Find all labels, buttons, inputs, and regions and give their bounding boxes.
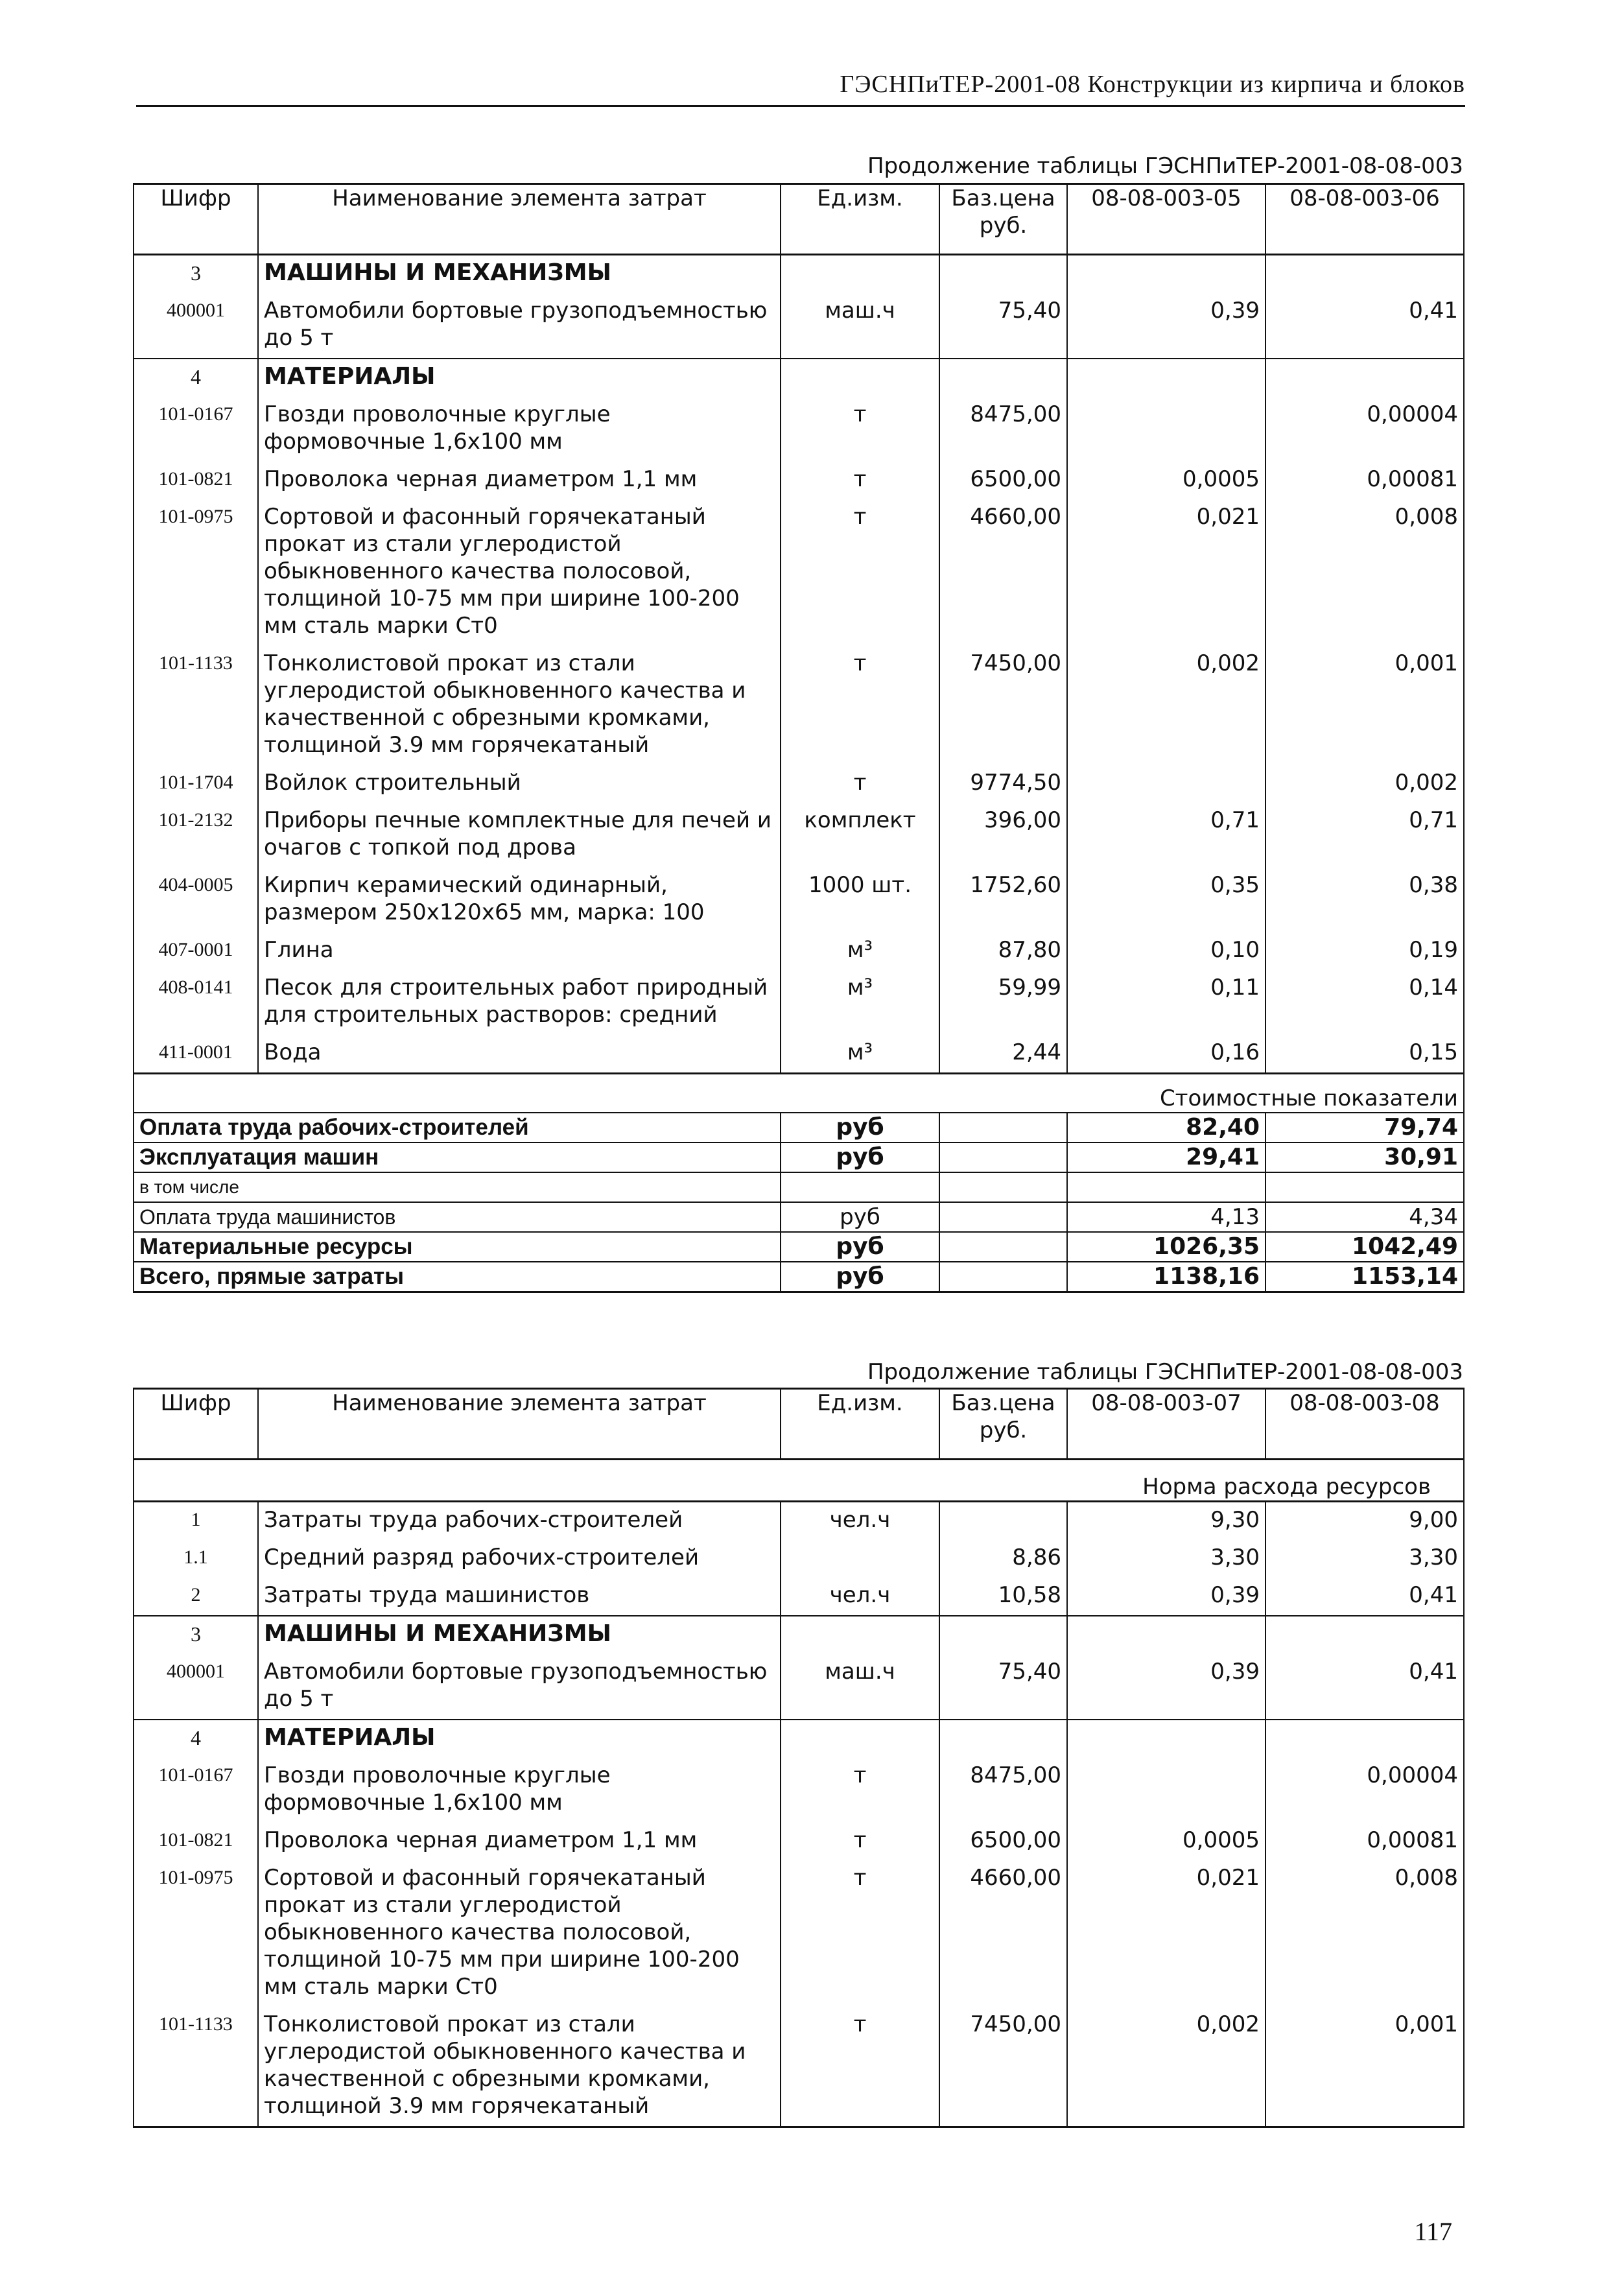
resource-unit: чел.ч: [781, 1578, 939, 1616]
resource-name: Средний разряд рабочих-строителей: [258, 1540, 781, 1578]
resource-unit: [781, 1540, 939, 1578]
resource-value-2: 9,00: [1265, 1502, 1464, 1541]
summary-unit: руб: [781, 1113, 939, 1142]
summary-value-2: 30,91: [1265, 1142, 1464, 1172]
resource-name: Тонколистовой прокат из стали углеродистой обыкновенного качества и качественной с обрезными кромками, толщиной 3.9 мм горячекатаный: [258, 646, 781, 765]
table1: [133, 183, 1465, 1293]
resource-value-1: 9,30: [1067, 1502, 1265, 1541]
resource-price: 7450,00: [939, 646, 1067, 765]
resource-code: 411-0001: [134, 1035, 258, 1074]
resource-name: Затраты труда рабочих-строителей: [258, 1502, 781, 1541]
resource-price: 7450,00: [939, 2007, 1067, 2127]
resource-value-1: 0,39: [1067, 1578, 1265, 1616]
resource-value-1: [1067, 397, 1265, 462]
resource-value-2: [1265, 1616, 1464, 1654]
summary-unit: руб: [781, 1202, 939, 1232]
resource-unit: маш.ч: [781, 1654, 939, 1720]
resource-code: 101-0167: [134, 1758, 258, 1823]
col-price-header: Баз.цена руб.: [939, 1389, 1067, 1460]
summary-value-1: 29,41: [1067, 1142, 1265, 1172]
resource-price: [939, 255, 1067, 294]
summary-name: Оплата труда рабочих-строителей: [134, 1113, 781, 1142]
resource-unit: т: [781, 1823, 939, 1860]
resource-name: Проволока черная диаметром 1,1 мм: [258, 462, 781, 499]
resource-row: [134, 1823, 1464, 1860]
resource-row: [134, 1860, 1464, 2007]
resource-name: МАШИНЫ И МЕХАНИЗМЫ: [258, 255, 781, 294]
resource-unit: т: [781, 1758, 939, 1823]
resource-price: 8,86: [939, 1540, 1067, 1578]
summary-unit: руб: [781, 1232, 939, 1262]
resource-value-1: [1067, 765, 1265, 803]
resource-code: 101-0821: [134, 462, 258, 499]
resource-code: 407-0001: [134, 932, 258, 970]
resource-value-2: 0,00081: [1265, 1823, 1464, 1860]
resource-name: Автомобили бортовые грузоподъемностью до 5 т: [258, 1654, 781, 1720]
resource-price: [939, 359, 1067, 397]
resource-row: [134, 1654, 1464, 1720]
summary-row: [134, 1172, 1464, 1202]
resource-value-1: [1067, 359, 1265, 397]
resource-price: 87,80: [939, 932, 1067, 970]
resource-code: 101-2132: [134, 803, 258, 868]
resource-value-2: 0,002: [1265, 765, 1464, 803]
resource-name: Песок для строительных работ природный для строительных растворов: средний: [258, 970, 781, 1035]
summary-title: Стоимостные показатели: [134, 1085, 1464, 1113]
summary-row: [134, 1113, 1464, 1142]
summary-value-2: 79,74: [1265, 1113, 1464, 1142]
resource-value-2: 0,008: [1265, 1860, 1464, 2007]
resource-value-2: 0,41: [1265, 1578, 1464, 1616]
summary-value-2: [1265, 1172, 1464, 1202]
resource-value-1: [1067, 1758, 1265, 1823]
resource-unit: м³: [781, 970, 939, 1035]
col-price-header: Баз.цена руб.: [939, 184, 1067, 255]
resource-value-1: 0,39: [1067, 293, 1265, 359]
summary-price: [939, 1172, 1067, 1202]
resource-row: [134, 803, 1464, 868]
resource-row: [134, 646, 1464, 765]
resource-unit: т: [781, 462, 939, 499]
resource-name: Затраты труда машинистов: [258, 1578, 781, 1616]
resource-code: 400001: [134, 1654, 258, 1720]
table1-summary: [134, 1074, 1464, 1113]
summary-name: Оплата труда машинистов: [134, 1202, 781, 1232]
resource-row: [134, 293, 1464, 359]
table2: [133, 1388, 1465, 2128]
resource-unit: т: [781, 499, 939, 646]
resource-unit: [781, 1720, 939, 1758]
resource-value-2: 0,15: [1265, 1035, 1464, 1074]
resource-price: 9774,50: [939, 765, 1067, 803]
page-header: ГЭСНПиТЕР-2001-08 Конструкции из кирпича и блоков: [840, 71, 1465, 98]
resource-price: 1752,60: [939, 868, 1067, 932]
summary-price: [939, 1113, 1067, 1142]
resource-price: 4660,00: [939, 499, 1067, 646]
resource-value-2: 0,00004: [1265, 1758, 1464, 1823]
summary-name: Всего, прямые затраты: [134, 1262, 781, 1292]
resource-name: Автомобили бортовые грузоподъемностью до 5 т: [258, 293, 781, 359]
summary-name: в том числе: [134, 1172, 781, 1202]
resource-unit: т: [781, 2007, 939, 2127]
resource-code: 400001: [134, 293, 258, 359]
resource-name: Проволока черная диаметром 1,1 мм: [258, 1823, 781, 1860]
table2-caption: Продолжение таблицы ГЭСНПиТЕР-2001-08-08-003: [867, 1359, 1463, 1385]
resource-value-2: 3,30: [1265, 1540, 1464, 1578]
resource-value-1: [1067, 1720, 1265, 1758]
resource-value-1: 0,11: [1067, 970, 1265, 1035]
resource-code: 404-0005: [134, 868, 258, 932]
resource-row: [134, 1540, 1464, 1578]
col-v2-header: 08-08-003-06: [1265, 184, 1464, 255]
col-unit-header: Ед.изм.: [781, 184, 939, 255]
resource-row: [134, 2007, 1464, 2127]
resource-value-2: 0,008: [1265, 499, 1464, 646]
resource-value-2: 0,38: [1265, 868, 1464, 932]
section-row: [134, 1616, 1464, 1654]
resource-code: 408-0141: [134, 970, 258, 1035]
page-number: 117: [1414, 2217, 1452, 2246]
resource-value-2: 0,14: [1265, 970, 1464, 1035]
resource-unit: 1000 шт.: [781, 868, 939, 932]
summary-value-1: 82,40: [1067, 1113, 1265, 1142]
resource-code: 101-0821: [134, 1823, 258, 1860]
resource-unit: м³: [781, 1035, 939, 1074]
col-code-header: Шифр: [134, 184, 258, 255]
resource-price: [939, 1616, 1067, 1654]
summary-row: [134, 1232, 1464, 1262]
resource-code: 101-1133: [134, 646, 258, 765]
norm-title: Норма расхода ресурсов: [134, 1473, 1464, 1502]
resource-row: [134, 970, 1464, 1035]
resource-name: Тонколистовой прокат из стали углеродистой обыкновенного качества и качественной с обрезными кромками, толщиной 3.9 мм горячекатаный: [258, 2007, 781, 2127]
resource-row: [134, 499, 1464, 646]
resource-price: 75,40: [939, 1654, 1067, 1720]
resource-unit: маш.ч: [781, 293, 939, 359]
resource-row: [134, 1035, 1464, 1074]
summary-row: [134, 1202, 1464, 1232]
col-v2-header: 08-08-003-08: [1265, 1389, 1464, 1460]
col-code-header: Шифр: [134, 1389, 258, 1460]
resource-value-1: 0,021: [1067, 499, 1265, 646]
resource-value-2: 0,001: [1265, 2007, 1464, 2127]
summary-price: [939, 1142, 1067, 1172]
resource-row: [134, 868, 1464, 932]
resource-price: 8475,00: [939, 1758, 1067, 1823]
summary-price: [939, 1202, 1067, 1232]
resource-value-1: 0,16: [1067, 1035, 1265, 1074]
resource-code: 101-0975: [134, 1860, 258, 2007]
resource-code: 1.1: [134, 1540, 258, 1578]
resource-value-2: 0,41: [1265, 293, 1464, 359]
section-row: [134, 359, 1464, 397]
resource-name: Приборы печные комплектные для печей и очагов с топкой под дрова: [258, 803, 781, 868]
resource-unit: [781, 255, 939, 294]
table2-body: [134, 1502, 1464, 2127]
resource-value-1: 0,10: [1067, 932, 1265, 970]
resource-name: Войлок строительный: [258, 765, 781, 803]
summary-value-1: 4,13: [1067, 1202, 1265, 1232]
resource-code: 101-0975: [134, 499, 258, 646]
table1-summary-rows: [134, 1113, 1464, 1292]
col-unit-header: Ед.изм.: [781, 1389, 939, 1460]
resource-code: 4: [134, 1720, 258, 1758]
resource-value-1: 0,0005: [1067, 462, 1265, 499]
resource-price: 59,99: [939, 970, 1067, 1035]
resource-price: [939, 1502, 1067, 1541]
header-rule: [136, 105, 1465, 107]
resource-name: Кирпич керамический одинарный, размером 250х120х65 мм, марка: 100: [258, 868, 781, 932]
col-name-header: Наименование элемента затрат: [258, 184, 781, 255]
summary-value-2: 4,34: [1265, 1202, 1464, 1232]
table1-body: [134, 255, 1464, 1074]
resource-name: МАШИНЫ И МЕХАНИЗМЫ: [258, 1616, 781, 1654]
summary-unit: [781, 1172, 939, 1202]
resource-unit: т: [781, 646, 939, 765]
resource-code: 101-1133: [134, 2007, 258, 2127]
resource-unit: [781, 359, 939, 397]
resource-price: 396,00: [939, 803, 1067, 868]
resource-value-1: 0,021: [1067, 1860, 1265, 2007]
resource-code: 1: [134, 1502, 258, 1541]
resource-name: МАТЕРИАЛЫ: [258, 1720, 781, 1758]
summary-unit: руб: [781, 1142, 939, 1172]
table1-caption: Продолжение таблицы ГЭСНПиТЕР-2001-08-08-003: [867, 153, 1463, 179]
resource-value-1: [1067, 255, 1265, 294]
resource-price: 2,44: [939, 1035, 1067, 1074]
resource-code: 2: [134, 1578, 258, 1616]
resource-row: [134, 397, 1464, 462]
resource-price: [939, 1720, 1067, 1758]
resource-value-2: [1265, 1720, 1464, 1758]
resource-row: [134, 1578, 1464, 1616]
section-row: [134, 255, 1464, 294]
resource-unit: чел.ч: [781, 1502, 939, 1541]
resource-value-1: 0,39: [1067, 1654, 1265, 1720]
resource-price: 4660,00: [939, 1860, 1067, 2007]
resource-value-2: [1265, 359, 1464, 397]
resource-name: Сортовой и фасонный горячекатаный прокат из стали углеродистой обыкновенного качества полосовой, толщиной 10-75 мм при ширине 100-200 мм сталь марки Ст0: [258, 1860, 781, 2007]
resource-row: [134, 1758, 1464, 1823]
resource-value-2: 0,00081: [1265, 462, 1464, 499]
resource-row: [134, 462, 1464, 499]
resource-row: [134, 1502, 1464, 1541]
col-name-header: Наименование элемента затрат: [258, 1389, 781, 1460]
resource-name: Сортовой и фасонный горячекатаный прокат из стали углеродистой обыкновенного качества полосовой, толщиной 10-75 мм при ширине 100-200 мм сталь марки Ст0: [258, 499, 781, 646]
summary-price: [939, 1262, 1067, 1292]
resource-value-1: 0,35: [1067, 868, 1265, 932]
summary-row: [134, 1262, 1464, 1292]
resource-price: 75,40: [939, 293, 1067, 359]
resource-name: Глина: [258, 932, 781, 970]
summary-name: Эксплуатация машин: [134, 1142, 781, 1172]
resource-price: 6500,00: [939, 1823, 1067, 1860]
resource-value-1: 0,71: [1067, 803, 1265, 868]
section-row: [134, 1720, 1464, 1758]
resource-name: Гвозди проволочные круглые формовочные 1,6х100 мм: [258, 1758, 781, 1823]
resource-unit: м³: [781, 932, 939, 970]
resource-value-2: 0,00004: [1265, 397, 1464, 462]
summary-name: Материальные ресурсы: [134, 1232, 781, 1262]
summary-unit: руб: [781, 1262, 939, 1292]
summary-value-1: 1138,16: [1067, 1262, 1265, 1292]
resource-value-2: 0,41: [1265, 1654, 1464, 1720]
resource-value-2: 0,19: [1265, 932, 1464, 970]
resource-code: 101-1704: [134, 765, 258, 803]
resource-code: 101-0167: [134, 397, 258, 462]
summary-value-2: 1042,49: [1265, 1232, 1464, 1262]
resource-name: МАТЕРИАЛЫ: [258, 359, 781, 397]
resource-value-1: 0,0005: [1067, 1823, 1265, 1860]
resource-value-2: 0,71: [1265, 803, 1464, 868]
resource-row: [134, 765, 1464, 803]
summary-price: [939, 1232, 1067, 1262]
resource-name: Вода: [258, 1035, 781, 1074]
col-v1-header: 08-08-003-05: [1067, 184, 1265, 255]
resource-unit: т: [781, 765, 939, 803]
summary-row: [134, 1142, 1464, 1172]
resource-price: 10,58: [939, 1578, 1067, 1616]
resource-value-1: 0,002: [1067, 646, 1265, 765]
summary-value-2: 1153,14: [1265, 1262, 1464, 1292]
resource-value-2: [1265, 255, 1464, 294]
resource-code: 3: [134, 1616, 258, 1654]
resource-price: 6500,00: [939, 462, 1067, 499]
resource-code: 3: [134, 255, 258, 294]
col-v1-header: 08-08-003-07: [1067, 1389, 1265, 1460]
resource-value-2: 0,001: [1265, 646, 1464, 765]
resource-unit: [781, 1616, 939, 1654]
resource-row: [134, 932, 1464, 970]
resource-value-1: [1067, 1616, 1265, 1654]
resource-unit: комплект: [781, 803, 939, 868]
resource-name: Гвозди проволочные круглые формовочные 1,6х100 мм: [258, 397, 781, 462]
resource-value-1: 3,30: [1067, 1540, 1265, 1578]
resource-unit: т: [781, 397, 939, 462]
resource-value-1: 0,002: [1067, 2007, 1265, 2127]
resource-unit: т: [781, 1860, 939, 2007]
summary-value-1: 1026,35: [1067, 1232, 1265, 1262]
resource-price: 8475,00: [939, 397, 1067, 462]
resource-code: 4: [134, 359, 258, 397]
summary-value-1: [1067, 1172, 1265, 1202]
